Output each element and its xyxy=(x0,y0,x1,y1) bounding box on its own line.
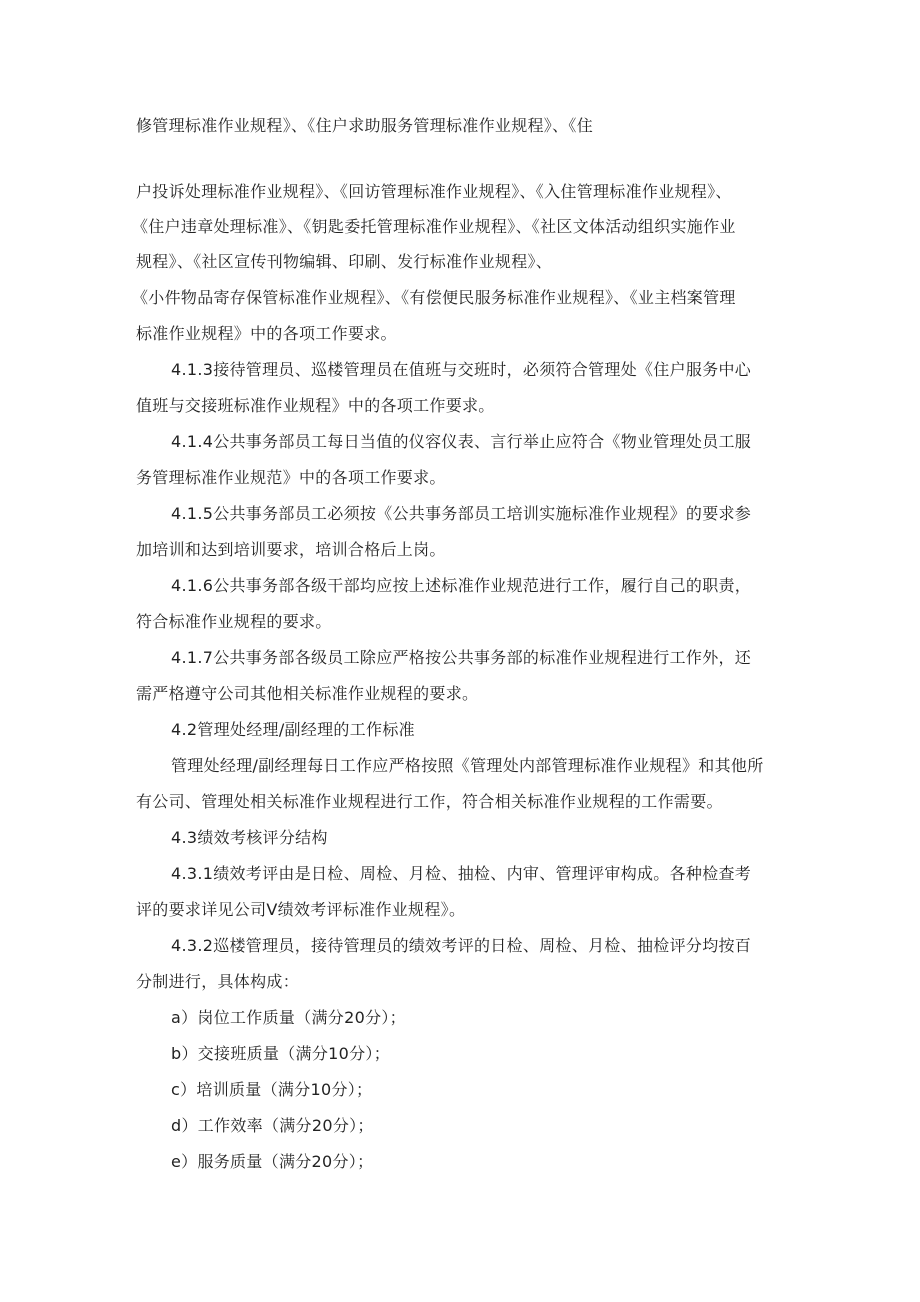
text-line: 《住户违章处理标准》、《钥匙委托管理标准作业规程》、《社区文体活动组织实施作业 xyxy=(132,217,736,236)
section-heading: 4.3绩效考核评分结构 xyxy=(171,828,328,847)
text-line: 规程》、《社区宣传刊物编辑、印刷、发行标准作业规程》、 xyxy=(136,252,553,271)
text-line: 4.1.6公共事务部各级干部均应按上述标准作业规范进行工作，履行自己的职责， xyxy=(171,576,752,595)
text-line: 有公司、管理处相关标准作业规程进行工作，符合相关标准作业规程的工作需要。 xyxy=(136,792,723,811)
list-item: e）服务质量（满分20分）； xyxy=(171,1152,374,1171)
section-heading: 4.2管理处经理/副经理的工作标准 xyxy=(171,720,415,739)
text-line: 需严格遵守公司其他相关标准作业规程的要求。 xyxy=(136,684,479,703)
text-line: 加培训和达到培训要求，培训合格后上岗。 xyxy=(136,540,446,559)
list-item: a）岗位工作质量（满分20分）； xyxy=(171,1008,406,1027)
text-line: 4.1.5公共事务部员工必须按《公共事务部员工培训实施标准作业规程》的要求参 xyxy=(171,504,752,523)
text-line: 修管理标准作业规程》、《住户求助服务管理标准作业规程》、《住 xyxy=(136,116,594,135)
text-line: 管理处经理/副经理每日工作应严格按照《管理处内部管理标准作业规程》和其他所 xyxy=(171,756,764,775)
text-line: 4.1.4公共事务部员工每日当值的仪容仪表、言行举止应符合《物业管理处员工服 xyxy=(171,432,752,451)
list-item: c）培训质量（满分10分）； xyxy=(171,1080,373,1099)
text-line: 标准作业规程》中的各项工作要求。 xyxy=(136,324,397,343)
text-line: 符合标准作业规程的要求。 xyxy=(136,612,332,631)
text-line: 4.1.7公共事务部各级员工除应严格按公共事务部的标准作业规程进行工作外，还 xyxy=(171,648,752,667)
text-line: 4.3.1绩效考评由是日检、周检、月检、抽检、内审、管理评审构成。各种检查考 xyxy=(171,864,752,883)
text-line: 评的要求详见公司V绩效考评标准作业规程》。 xyxy=(136,900,466,919)
text-line: 《小件物品寄存保管标准作业规程》、《有偿便民服务标准作业规程》、《业主档案管理 xyxy=(132,288,736,307)
text-line: 户投诉处理标准作业规程》、《回访管理标准作业规程》、《入住管理标准作业规程》、 xyxy=(136,182,732,201)
text-line: 4.3.2巡楼管理员，接待管理员的绩效考评的日检、周检、月检、抽检评分均按百 xyxy=(171,936,752,955)
text-line: 值班与交接班标准作业规程》中的各项工作要求。 xyxy=(136,396,495,415)
text-line: 4.1.3接待管理员、巡楼管理员在值班与交班时，必须符合管理处《住户服务中心 xyxy=(171,360,752,379)
list-item: b）交接班质量（满分10分）； xyxy=(171,1044,391,1063)
list-item: d）工作效率（满分20分）； xyxy=(171,1116,374,1135)
text-line: 务管理标准作业规范》中的各项工作要求。 xyxy=(136,468,446,487)
text-line: 分制进行，具体构成： xyxy=(136,972,300,991)
